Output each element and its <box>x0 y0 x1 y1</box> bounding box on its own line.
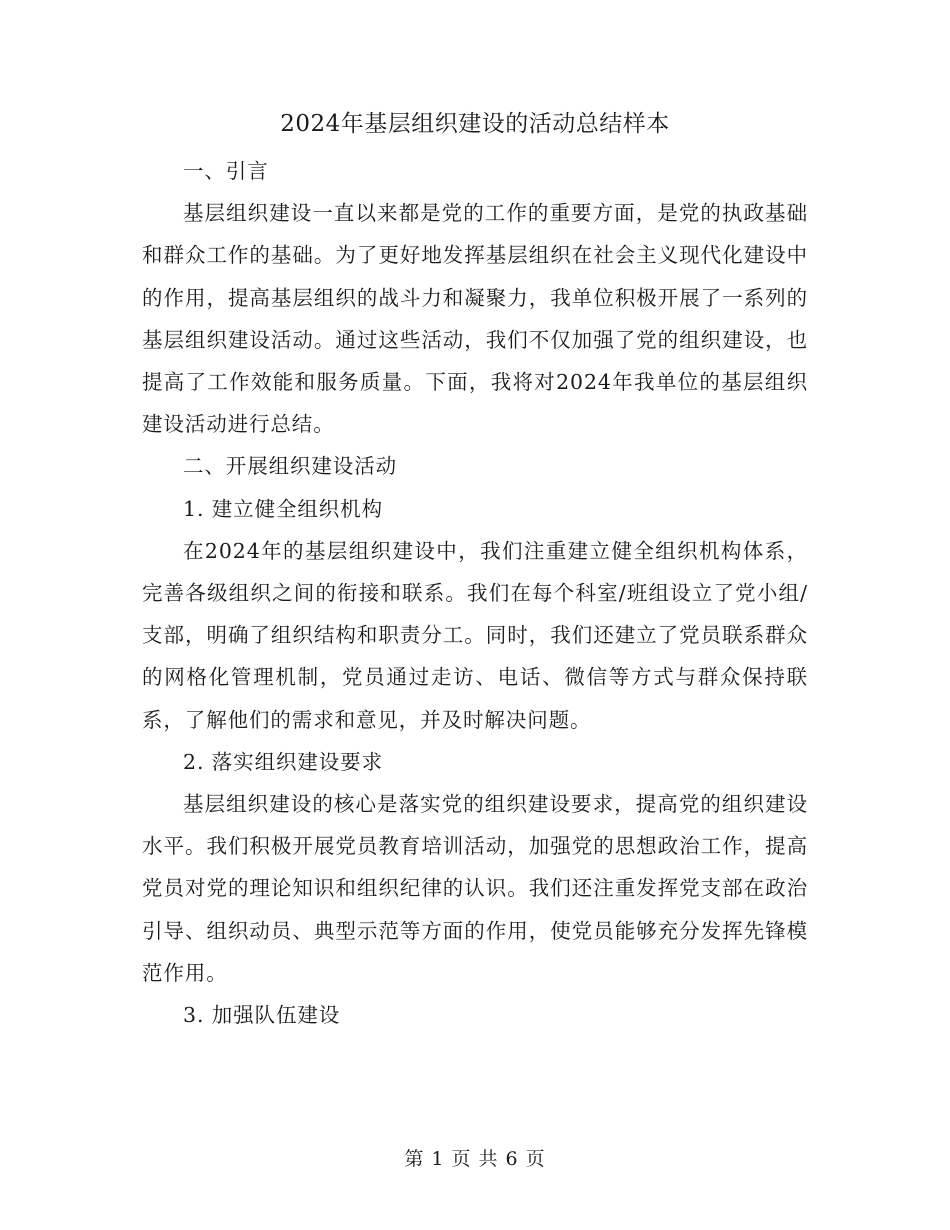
body-paragraph: 基层组织建设的核心是落实党的组织建设要求，提高党的组织建设水平。我们积极开展党员教育培训活动，加强党的思想政治工作，提高党员对党的理论知识和组织纪律的认识。我们还注重发挥党支部在政治引导、组织动员、典型示范等方面的作用，使党员能够充分发挥先锋模范作用。 <box>142 792 808 985</box>
section-heading-intro: 一、引言 <box>183 159 269 183</box>
document-body <box>142 150 808 1036</box>
body-paragraph: 基层组织建设一直以来都是党的工作的重要方面，是党的执政基础和群众工作的基础。为了更好地发挥基层组织在社会主义现代化建设中的作用，提高基层组织的战斗力和凝聚力，我单位积极开展了一系列的基层组织建设活动。通过这些活动，我们不仅加强了党的组织建设，也提高了工作效能和服务质量。下面，我将对2024年我单位的基层组织建设活动进行总结。 <box>142 201 808 437</box>
subsection-heading: 3. 加强队伍建设 <box>183 1003 341 1028</box>
document-title: 2024年基层组织建设的活动总结样本 <box>280 111 670 137</box>
subsection-heading: 2. 落实组织建设要求 <box>183 749 383 774</box>
section-heading-activities: 二、开展组织建设活动 <box>183 454 397 479</box>
subsection-heading: 1. 建立健全组织机构 <box>183 496 383 521</box>
body-paragraph: 在2024年的基层组织建设中，我们注重建立健全组织机构体系，完善各级组织之间的衔接和联系。我们在每个科室/班组设立了党小组/支部，明确了组织结构和职责分工。同时，我们还建立了党员联系群众的网格化管理机制，党员通过走访、电话、微信等方式与群众保持联系，了解他们的需求和意见，并及时解决问题。 <box>142 538 808 732</box>
page-number-footer: 第 1 页 共 6 页 <box>404 1148 546 1170</box>
